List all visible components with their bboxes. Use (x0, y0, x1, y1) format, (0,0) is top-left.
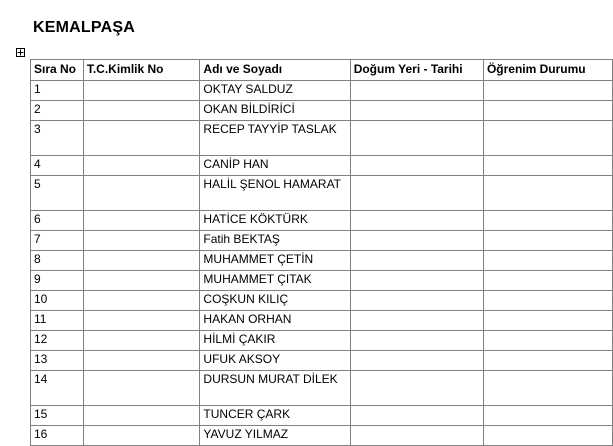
education-cell[interactable] (483, 291, 612, 311)
tc-kimlik-cell[interactable] (83, 176, 200, 211)
name-cell[interactable]: Fatih BEKTAŞ (200, 231, 350, 251)
birth-cell[interactable] (350, 371, 483, 406)
education-cell[interactable] (483, 156, 612, 176)
sira-no-cell[interactable]: 8 (31, 251, 84, 271)
column-header-ogrenim-durumu: Öğrenim Durumu (483, 60, 612, 81)
birth-cell[interactable] (350, 101, 483, 121)
sira-no-cell[interactable]: 1 (31, 81, 84, 101)
birth-cell[interactable] (350, 311, 483, 331)
birth-cell[interactable] (350, 251, 483, 271)
name-cell[interactable]: COŞKUN KILIÇ (200, 291, 350, 311)
table-row (31, 351, 613, 371)
birth-cell[interactable] (350, 351, 483, 371)
education-cell[interactable] (483, 406, 612, 426)
table-row (31, 121, 613, 156)
sira-no-cell[interactable]: 3 (31, 121, 84, 156)
four-way-arrow-icon (17, 49, 24, 56)
table-row (31, 251, 613, 271)
tc-kimlik-cell[interactable] (83, 101, 200, 121)
column-header-adi-soyadi: Adı ve Soyadı (200, 60, 350, 81)
name-cell[interactable]: YAVUZ YILMAZ (200, 426, 350, 446)
tc-kimlik-cell[interactable] (83, 426, 200, 446)
education-cell[interactable] (483, 121, 612, 156)
sira-no-cell[interactable]: 13 (31, 351, 84, 371)
tc-kimlik-cell[interactable] (83, 371, 200, 406)
table-move-handle-icon[interactable] (16, 48, 25, 57)
table-row (31, 426, 613, 446)
name-cell[interactable]: DURSUN MURAT DİLEK (200, 371, 350, 406)
sira-no-cell[interactable]: 16 (31, 426, 84, 446)
name-cell[interactable]: MUHAMMET ÇITAK (200, 271, 350, 291)
education-cell[interactable] (483, 311, 612, 331)
table-row (31, 371, 613, 406)
education-cell[interactable] (483, 331, 612, 351)
tc-kimlik-cell[interactable] (83, 211, 200, 231)
sira-no-cell[interactable]: 7 (31, 231, 84, 251)
name-cell[interactable]: OKTAY SALDUZ (200, 81, 350, 101)
table-row (31, 156, 613, 176)
tc-kimlik-cell[interactable] (83, 311, 200, 331)
table-row (31, 101, 613, 121)
birth-cell[interactable] (350, 406, 483, 426)
table-row (31, 271, 613, 291)
sira-no-cell[interactable]: 9 (31, 271, 84, 291)
birth-cell[interactable] (350, 331, 483, 351)
sira-no-cell[interactable]: 15 (31, 406, 84, 426)
birth-cell[interactable] (350, 81, 483, 101)
name-cell[interactable]: HALİL ŞENOL HAMARAT (200, 176, 350, 211)
table-row (31, 311, 613, 331)
document-title: KEMALPAŞA (33, 19, 135, 36)
tc-kimlik-cell[interactable] (83, 331, 200, 351)
table-row (31, 176, 613, 211)
sira-no-cell[interactable]: 6 (31, 211, 84, 231)
sira-no-cell[interactable]: 5 (31, 176, 84, 211)
table-row (31, 211, 613, 231)
name-cell[interactable]: UFUK AKSOY (200, 351, 350, 371)
education-cell[interactable] (483, 211, 612, 231)
tc-kimlik-cell[interactable] (83, 291, 200, 311)
column-header-sira-no: Sıra No (31, 60, 84, 81)
sira-no-cell[interactable]: 2 (31, 101, 84, 121)
sira-no-cell[interactable]: 14 (31, 371, 84, 406)
tc-kimlik-cell[interactable] (83, 81, 200, 101)
education-cell[interactable] (483, 176, 612, 211)
name-cell[interactable]: HAKAN ORHAN (200, 311, 350, 331)
name-cell[interactable]: HİLMİ ÇAKIR (200, 331, 350, 351)
tc-kimlik-cell[interactable] (83, 121, 200, 156)
sira-no-cell[interactable]: 12 (31, 331, 84, 351)
sira-no-cell[interactable]: 10 (31, 291, 84, 311)
birth-cell[interactable] (350, 211, 483, 231)
education-cell[interactable] (483, 81, 612, 101)
birth-cell[interactable] (350, 426, 483, 446)
sira-no-cell[interactable]: 11 (31, 311, 84, 331)
table-row (31, 81, 613, 101)
name-cell[interactable]: TUNCER ÇARK (200, 406, 350, 426)
table-row (31, 291, 613, 311)
table-row (31, 231, 613, 251)
education-cell[interactable] (483, 231, 612, 251)
name-cell[interactable]: RECEP TAYYİP TASLAK (200, 121, 350, 156)
birth-cell[interactable] (350, 176, 483, 211)
table-row (31, 406, 613, 426)
tc-kimlik-cell[interactable] (83, 231, 200, 251)
tc-kimlik-cell[interactable] (83, 251, 200, 271)
tc-kimlik-cell[interactable] (83, 271, 200, 291)
birth-cell[interactable] (350, 291, 483, 311)
column-header-tc-kimlik-no: T.C.Kimlik No (83, 60, 200, 81)
birth-cell[interactable] (350, 156, 483, 176)
birth-cell[interactable] (350, 271, 483, 291)
education-cell[interactable] (483, 271, 612, 291)
birth-cell[interactable] (350, 231, 483, 251)
table-header-row (31, 60, 613, 81)
name-cell[interactable]: OKAN BİLDİRİCİ (200, 101, 350, 121)
education-cell[interactable] (483, 426, 612, 446)
education-cell[interactable] (483, 101, 612, 121)
table-row (31, 331, 613, 351)
sira-no-cell[interactable]: 4 (31, 156, 84, 176)
tc-kimlik-cell[interactable] (83, 156, 200, 176)
education-cell[interactable] (483, 371, 612, 406)
name-cell[interactable]: CANİP HAN (200, 156, 350, 176)
birth-cell[interactable] (350, 121, 483, 156)
name-cell[interactable]: HATİCE KÖKTÜRK (200, 211, 350, 231)
column-header-dogum-yeri-tarihi: Doğum Yeri - Tarihi (350, 60, 483, 81)
tc-kimlik-cell[interactable] (83, 351, 200, 371)
name-cell[interactable]: MUHAMMET ÇETİN (200, 251, 350, 271)
education-cell[interactable] (483, 251, 612, 271)
tc-kimlik-cell[interactable] (83, 406, 200, 426)
member-table (30, 59, 613, 446)
education-cell[interactable] (483, 351, 612, 371)
